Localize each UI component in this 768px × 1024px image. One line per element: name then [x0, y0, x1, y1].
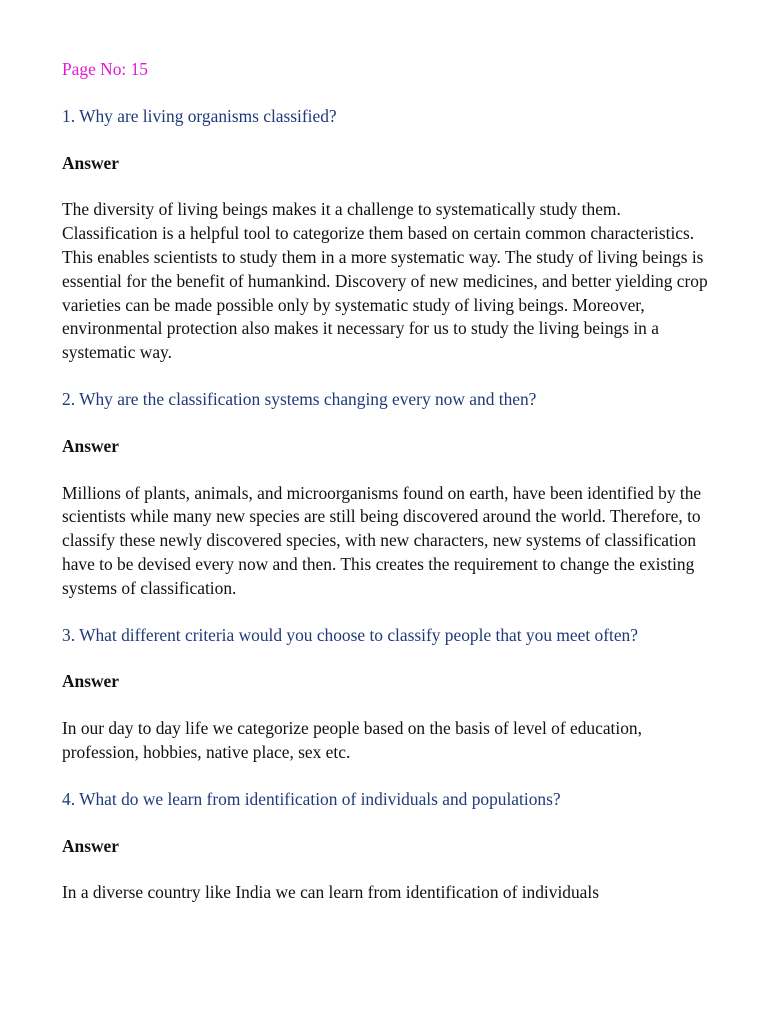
question-4: 4. What do we learn from identification of individuals and populations?	[62, 788, 561, 809]
answer-label-4: Answer	[62, 835, 119, 856]
qa-item-1	[62, 105, 712, 365]
question-3: 3. What different criteria would you choose to classify people that you meet often?	[62, 624, 638, 645]
page-number: Page No: 15	[62, 59, 148, 79]
answer-label-3: Answer	[62, 671, 119, 692]
answer-1: The diversity of living beings makes it a challenge to systematically study them. Classification is a helpful tool to categorize them based on certain common characteristics. This enables scientists to study them in a more systematic way. The study of living beings is essential for the benefit of humankind. Discovery of new medicines, and better yielding crop varieties can be made possible only by systematic study of living beings. Moreover, environmental protection also makes it necessary for us to study the living beings in a systematic way.	[62, 199, 708, 363]
answer-label-1: Answer	[62, 152, 119, 173]
qa-item-4	[62, 788, 712, 905]
question-1: 1. Why are living organisms classified?	[62, 105, 337, 126]
question-2: 2. Why are the classification systems changing every now and then?	[62, 388, 537, 409]
answer-label-2: Answer	[62, 435, 119, 456]
answer-4: In a diverse country like India we can learn from identification of individuals	[62, 882, 599, 903]
qa-item-3	[62, 624, 712, 765]
answer-2: Millions of plants, animals, and microorganisms found on earth, have been identified by the scientists while many new species are still being discovered around the world. Therefore, to classify these newly discovered species, with new characters, new systems of classification have to be devised every now and then. This creates the requirement to change the existing systems of classification.	[62, 482, 702, 598]
document-page	[62, 58, 712, 928]
qa-item-2	[62, 388, 712, 601]
answer-3: In our day to day life we categorize people based on the basis of level of education, profession, hobbies, native place, sex etc.	[62, 718, 642, 762]
